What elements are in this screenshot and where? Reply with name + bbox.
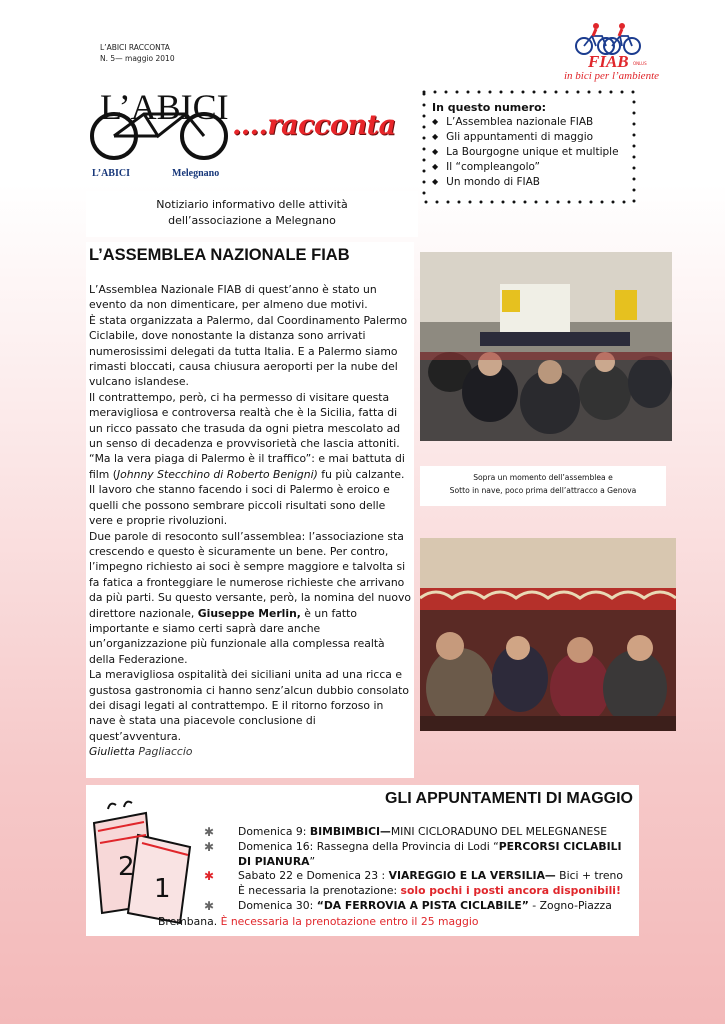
ship-photo — [420, 538, 676, 731]
calendar-icon — [88, 795, 198, 925]
fiab-name: FIAB — [588, 52, 629, 71]
article-assemblea — [86, 242, 414, 778]
caption-line2: Sotto in nave, poco prima dell’attracco a Genova — [449, 486, 637, 495]
newsletter-intro — [86, 191, 418, 237]
table-of-contents — [420, 88, 638, 206]
article-paragraph — [89, 529, 411, 668]
cyclists-icon — [572, 22, 642, 56]
event-detail: Bici + treno — [555, 869, 623, 883]
masthead-sub-left: L’ABICI — [92, 168, 130, 179]
article-paragraph: È stata organizzata a Palermo, dal Coordinamento Palermo Ciclabile, dove nonostante la distanza sono arrivati numerosissimi delegati da tutta Italia. E a Palermo siamo rimasti bloccati, causa chiusura aeroporti per la nube del vulcano islandese. — [89, 313, 408, 389]
article-body — [89, 282, 411, 760]
photo-caption — [420, 466, 666, 506]
intro-line1: Notiziario informativo delle attività — [156, 198, 348, 211]
toc-heading: In questo numero: — [432, 101, 547, 114]
event-date: Sabato 22 e Domenica 23 : — [238, 869, 389, 883]
masthead — [86, 84, 418, 184]
director-name: Giuseppe Merlin, — [197, 606, 301, 620]
ship-photo-drawing — [420, 538, 676, 731]
asterisk-icon: ✱ — [204, 898, 215, 913]
event-date: Domenica 9: — [238, 825, 310, 838]
event-item — [204, 869, 634, 899]
event-note: È necessaria la prenotazione: — [238, 884, 401, 898]
toc-item: ◆ Il “compleangolo” — [432, 160, 619, 175]
asterisk-icon: ✱ — [204, 869, 215, 884]
report-text: Due parole di resoconto sull’assemblea: l’associazione sta crescendo e questo è sicuramente un bene. Per contro, l’impegno richiesto ai soci è sempre maggiore e talvolta si fa fatica a fronteggiare le numerose richieste che arrivano da più parti. Su questo versante, però, la nomina del nuovo direttore nazionale, — [89, 529, 411, 620]
event-quote-end: ” — [309, 854, 316, 868]
event-item — [204, 840, 634, 870]
svg-text:1: 1 — [154, 874, 171, 904]
caption-line1: Sopra un momento dell’assemblea e — [473, 473, 613, 482]
article-paragraph: Il contrattempo, però, ci ha permesso di visitare questa meravigliosa e controversa realtà che è la Sicilia, fatta di un ricco passato che trasuda da ogni pietra mescolato ad un senso di decadenza e provvisorietà che lascia attoniti. — [89, 390, 401, 451]
issue-title: L’ABICI RACCONTA — [100, 43, 170, 52]
event-warning: È necessaria la prenotazione entro il 25 maggio — [220, 915, 479, 928]
fiab-tagline: in bici per l’ambiente — [564, 70, 660, 82]
fiab-onlus: ONLUS — [633, 61, 647, 66]
event-name: PERCORSI CICLABILI DI PIANURA — [238, 839, 622, 868]
event-item — [204, 825, 634, 840]
article-paragraph: Il lavoro che stanno facendo i soci di Palermo è eroico e quelli che possono sembrare piccoli risultati sono delle vere e proprie rivoluzioni. — [89, 483, 390, 528]
event-name: VIAREGGIO E LA VERSILIA— — [388, 869, 556, 883]
event-name: “DA FERROVIA A PISTA CICLABILE” — [316, 898, 529, 912]
event-date: Domenica 16: Rassegna della Provincia di Lodi “ — [238, 839, 499, 853]
masthead-racconta: ….racconta — [232, 110, 396, 141]
masthead-title: L’ABICI — [100, 87, 229, 127]
toc-item: ◆ Un mondo di FIAB — [432, 175, 619, 190]
toc-item: ◆ L’Assemblea nazionale FIAB — [432, 115, 619, 130]
event-detail: MINI CICLORADUNO DEL MELEGNANESE — [390, 825, 608, 838]
toc-item: ◆ Gli appuntamenti di maggio — [432, 130, 619, 145]
asterisk-icon: ✱ — [204, 839, 215, 854]
events-section — [86, 785, 639, 936]
article-title: L’ASSEMBLEA NAZIONALE FIAB — [89, 246, 350, 264]
event-name: BIMBIMBICI— — [309, 825, 391, 838]
events-list — [204, 825, 634, 914]
toc-list — [432, 115, 619, 190]
quote-tail: fu più calzante. — [317, 467, 405, 481]
event-detail: - Zogno-Piazza — [528, 898, 612, 912]
event-item — [204, 899, 634, 914]
assembly-photo-drawing — [420, 252, 672, 441]
toc-item: ◆ La Bourgogne unique et multiple — [432, 145, 619, 160]
fiab-logo — [560, 22, 660, 84]
article-author — [89, 744, 411, 759]
report-tail: è un fatto importante e siamo certi saprà dare anche un’organizzazione più funzionale alla complessa realtà della Federazione. — [89, 606, 385, 666]
assembly-photo — [420, 252, 672, 441]
event-warning: solo pochi i posti ancora disponibili! — [400, 884, 621, 898]
quote-text: “Ma la vera piaga di Palermo è il traffico”: e mai battuta di film ( — [89, 452, 405, 481]
event-date: Domenica 30: — [238, 898, 317, 912]
article-paragraph — [89, 451, 411, 482]
author-first: Giulietta — [89, 745, 135, 759]
svg-text:2: 2 — [118, 852, 135, 882]
issue-number: N. 5— maggio 2010 — [100, 54, 175, 63]
author-last: Pagliaccio — [138, 745, 193, 759]
intro-line2: dell’associazione a Melegnano — [168, 214, 336, 227]
event-tail — [158, 915, 478, 928]
event-place: Brembana. — [158, 915, 221, 928]
article-paragraph: L’Assemblea Nazionale FIAB di quest’anno è stato un evento da non dimenticare, per almeno due motivi. — [89, 283, 377, 312]
asterisk-icon: ✱ — [204, 825, 215, 839]
events-title: GLI APPUNTAMENTI DI MAGGIO — [385, 790, 633, 807]
article-paragraph: La meravigliosa ospitalità dei siciliani unita ad una ricca e gustosa gastronomia ci hanno senz’alcun dubbio consolato dei disagi legati al contrattempo. E il ritorno forzoso in nave è stata una piacevole conclusione di quest’avventura. — [89, 668, 409, 743]
masthead-sub-right: Melegnano — [172, 168, 220, 179]
film-title: Johnny Stecchino di Roberto Benigni) — [116, 467, 318, 481]
issue-info — [100, 42, 175, 64]
